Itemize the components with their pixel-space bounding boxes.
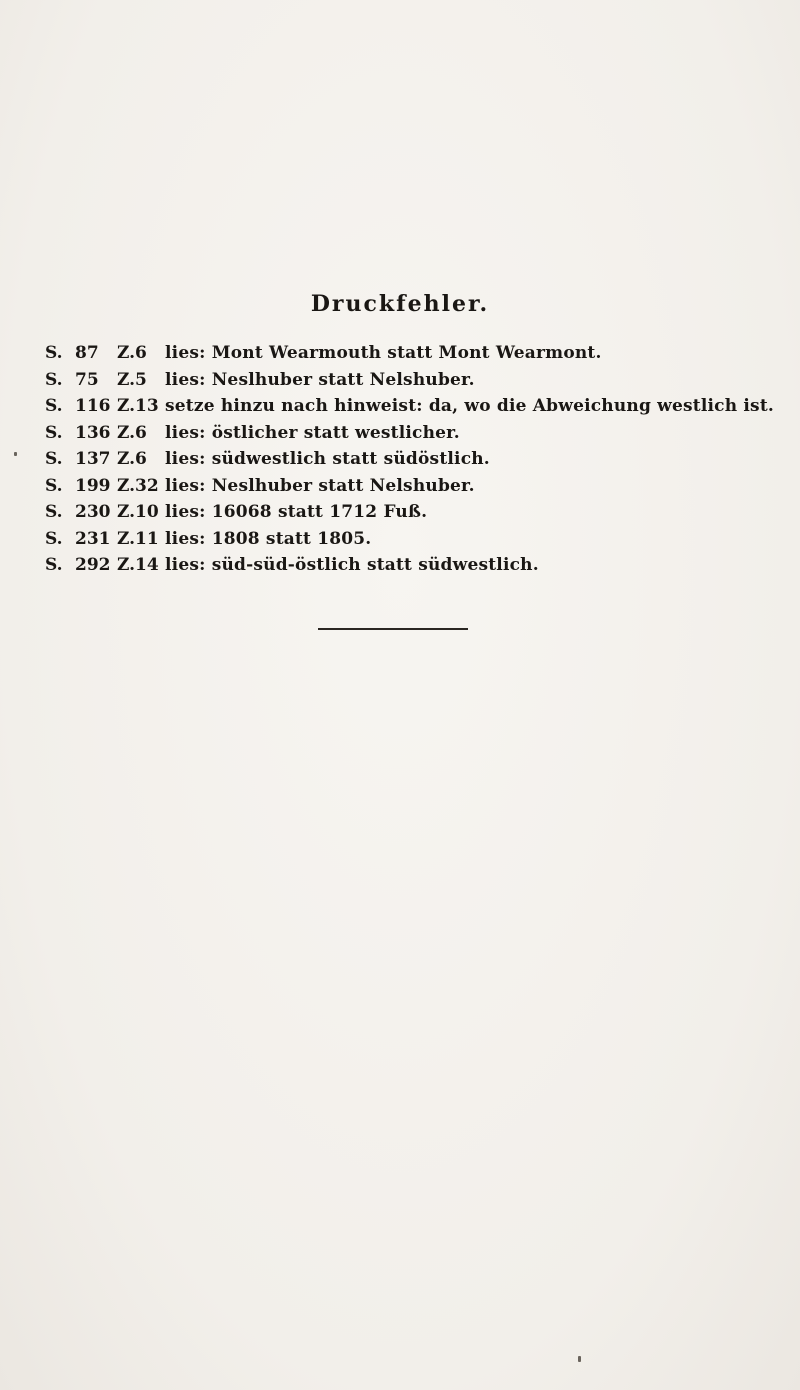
page-number: 231 <box>75 528 111 549</box>
line-abbrev: Z. <box>117 449 136 469</box>
errata-row <box>45 370 785 397</box>
line-number: 5 <box>135 369 147 390</box>
page-abbrev: S. <box>45 528 63 549</box>
line-number: 6 <box>135 422 147 443</box>
correction-text: lies: östlicher statt westlicher. <box>165 422 460 443</box>
line-number: 6 <box>135 449 147 469</box>
page-abbrev: S. <box>45 396 63 416</box>
page-abbrev: S. <box>45 502 63 522</box>
correction-text: setze hinzu nach hinweist: da, wo die Abweichung westlich ist. <box>165 396 774 416</box>
errata-row <box>45 502 785 529</box>
line-abbrev: Z. <box>117 422 136 443</box>
line-abbrev: Z. <box>117 343 136 363</box>
correction-text: lies: Neslhuber statt Nelshuber. <box>165 369 475 390</box>
correction-text: lies: süd-süd-östlich statt südwestlich. <box>165 555 539 575</box>
page-number: 292 <box>75 555 111 575</box>
page-number: 136 <box>75 422 111 443</box>
errata-row <box>45 423 785 450</box>
errata-row <box>45 396 785 423</box>
paper-speck <box>14 452 17 456</box>
errata-row <box>45 343 785 370</box>
correction-text: lies: Mont Wearmouth statt Mont Wearmont. <box>165 343 602 363</box>
page-number: 116 <box>75 396 111 416</box>
correction-text: lies: 1808 statt 1805. <box>165 528 372 549</box>
page-abbrev: S. <box>45 343 63 363</box>
paper-speck <box>578 1356 581 1362</box>
line-abbrev: Z. <box>117 555 136 575</box>
errata-row <box>45 476 785 503</box>
page-number: 137 <box>75 449 111 469</box>
line-number: 6 <box>135 343 147 363</box>
line-abbrev: Z. <box>117 475 136 496</box>
line-number: 10 <box>135 502 159 522</box>
correction-text: lies: Neslhuber statt Nelshuber. <box>165 475 475 496</box>
errata-row <box>45 555 785 582</box>
line-abbrev: Z. <box>117 369 136 390</box>
errata-row <box>45 529 785 556</box>
page-number: 230 <box>75 502 111 522</box>
page-abbrev: S. <box>45 555 63 575</box>
errata-row <box>45 449 785 476</box>
separator-rule <box>318 628 468 630</box>
line-number: 13 <box>135 396 159 416</box>
line-abbrev: Z. <box>117 396 136 416</box>
page-number: 87 <box>75 343 99 363</box>
page-abbrev: S. <box>45 369 63 390</box>
correction-text: lies: 16068 statt 1712 Fuß. <box>165 502 428 522</box>
line-abbrev: Z. <box>117 502 136 522</box>
page-number: 75 <box>75 369 99 390</box>
correction-text: lies: südwestlich statt südöstlich. <box>165 449 490 469</box>
page-abbrev: S. <box>45 449 63 469</box>
page-title: Druckfehler. <box>310 291 490 317</box>
line-number: 11 <box>135 528 159 549</box>
line-number: 14 <box>135 555 159 575</box>
line-number: 32 <box>135 475 159 496</box>
page-abbrev: S. <box>45 475 63 496</box>
page-abbrev: S. <box>45 422 63 443</box>
page-number: 199 <box>75 475 111 496</box>
line-abbrev: Z. <box>117 528 136 549</box>
errata-list <box>45 343 785 582</box>
